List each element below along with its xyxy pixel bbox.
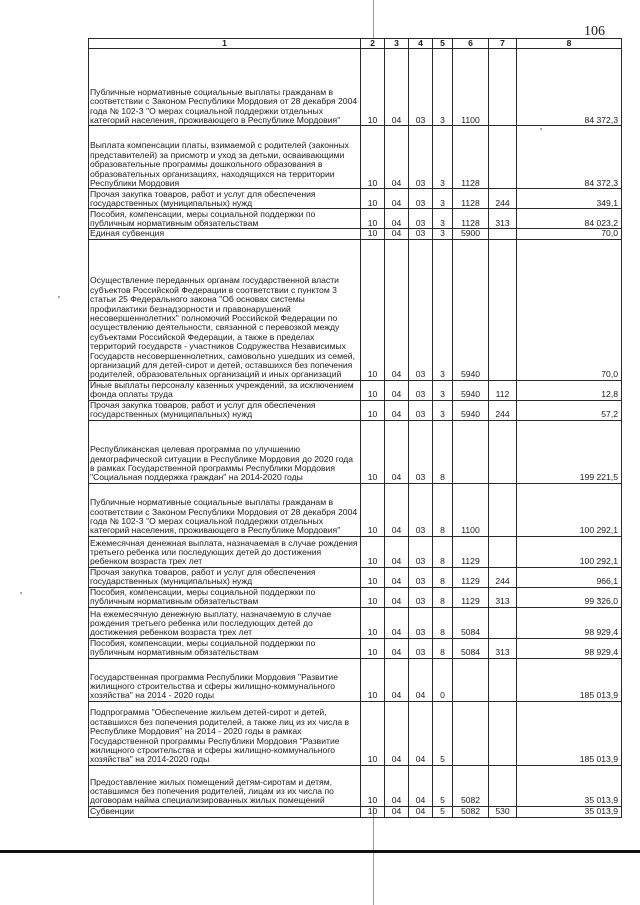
row-name-cell: Республиканская целевая программа по улучшению демографической ситуации в Республике Мордовия до 2020 года в рамках Государственной программы Республики Мордовия "Социальная поддержка граждан" на 2014-2020 годы xyxy=(89,420,361,483)
program-cell: 3 xyxy=(433,49,453,126)
subsection-cell: 03 xyxy=(409,380,433,400)
row-name-cell: Выплата компенсации платы, взимаемой с родителей (законных представителей) за присмотр и уход за детьми, осваивающими образовательные программы дошкольного образования в образовательных организациях, находящихся на территории Республики Мордовия xyxy=(89,126,361,189)
expense-type-cell: 112 xyxy=(489,380,517,400)
subsection-cell: 04 xyxy=(409,765,433,806)
column-header: 7 xyxy=(489,39,517,49)
section-cell: 04 xyxy=(385,587,409,607)
article-cell: 1129 xyxy=(453,567,489,587)
article-cell: 5940 xyxy=(453,239,489,380)
table-row xyxy=(89,701,622,765)
amount-cell: 35 013,9 xyxy=(517,806,622,817)
table-row xyxy=(89,49,622,126)
column-header: 1 xyxy=(89,39,361,49)
section-cell: 04 xyxy=(385,607,409,638)
table-row xyxy=(89,587,622,607)
program-cell: 8 xyxy=(433,587,453,607)
article-cell xyxy=(453,420,489,483)
section-cell: 04 xyxy=(385,380,409,400)
section-cell: 04 xyxy=(385,239,409,380)
cfsr-cell: 10 xyxy=(361,209,385,229)
cfsr-cell: 10 xyxy=(361,420,385,483)
subsection-cell: 04 xyxy=(409,806,433,817)
section-cell: 04 xyxy=(385,806,409,817)
subsection-cell: 03 xyxy=(409,638,433,658)
program-cell: 5 xyxy=(433,765,453,806)
amount-cell: 35 013,9 xyxy=(517,765,622,806)
subsection-cell: 03 xyxy=(409,189,433,209)
program-cell: 3 xyxy=(433,209,453,229)
row-name-cell: Осуществление переданных органам государственной власти субъектов Российской Федерации в соответствии с пунктом 3 статьи 25 Федерального закона "Об основах системы профилактики безнадзорности и правонарушений несовершеннолетних" полномочий Российской Федерации по осуществлению деятельности, связанной с перевозкой между субъектами Российской Федерации, а также в пределах территорий государств - участников Содружества Независимых Государств несовершеннолетних, самовольно ушедших из семей, организаций для детей-сирот и детей, оставшихся без попечения родителей, образовательных организаций и иных организаций xyxy=(89,239,361,380)
amount-cell: 100 292,1 xyxy=(517,483,622,536)
section-cell: 04 xyxy=(385,209,409,229)
page-number: 106 xyxy=(584,24,605,39)
expense-type-cell xyxy=(489,229,517,239)
table-header-row xyxy=(89,39,622,49)
amount-cell: 100 292,1 xyxy=(517,536,622,567)
row-name-cell: Государственная программа Республики Мордовия "Развитие жилищного строительства и сферы жилищно-коммунального хозяйства" на 2014 - 2020 годы xyxy=(89,658,361,701)
row-name-cell: Пособия, компенсации, меры социальной поддержки по публичным нормативным обязательствам xyxy=(89,209,361,229)
article-cell: 5082 xyxy=(453,806,489,817)
row-name-cell: Ежемесячная денежная выплата, назначаемая в случае рождения третьего ребенка или последующих детей до достижения ребенком возраста трех лет xyxy=(89,536,361,567)
section-cell: 04 xyxy=(385,567,409,587)
amount-cell: 12,8 xyxy=(517,380,622,400)
amount-cell: 185 013,9 xyxy=(517,701,622,765)
cfsr-cell: 10 xyxy=(361,536,385,567)
subsection-cell: 03 xyxy=(409,536,433,567)
section-cell: 04 xyxy=(385,400,409,420)
article-cell: 5940 xyxy=(453,400,489,420)
row-name-cell: Подпрограмма "Обеспечение жильем детей-сирот и детей, оставшихся без попечения родителей, а также лиц из их числа в Республике Мордовия" на 2014 - 2020 годы в рамках Государственной программы Республики Мордовия "Развитие жилищного строительства и сферы жилищно-коммунального хозяйства" на 2014-2020 годы xyxy=(89,701,361,765)
article-cell: 5900 xyxy=(453,229,489,239)
cfsr-cell: 10 xyxy=(361,765,385,806)
expense-type-cell: 244 xyxy=(489,189,517,209)
cfsr-cell: 10 xyxy=(361,380,385,400)
article-cell: 5084 xyxy=(453,607,489,638)
program-cell: 3 xyxy=(433,126,453,189)
amount-cell: 70,0 xyxy=(517,229,622,239)
article-cell: 5084 xyxy=(453,638,489,658)
program-cell: 3 xyxy=(433,229,453,239)
cfsr-cell: 10 xyxy=(361,587,385,607)
subsection-cell: 03 xyxy=(409,400,433,420)
subsection-cell: 04 xyxy=(409,701,433,765)
section-cell: 04 xyxy=(385,126,409,189)
table-row xyxy=(89,400,622,420)
table-row xyxy=(89,126,622,189)
column-header: 3 xyxy=(385,39,409,49)
article-cell: 1128 xyxy=(453,209,489,229)
subsection-cell: 03 xyxy=(409,607,433,638)
article-cell: 1100 xyxy=(453,49,489,126)
amount-cell: 84 023,2 xyxy=(517,209,622,229)
program-cell: 8 xyxy=(433,607,453,638)
row-name-cell: Прочая закупка товаров, работ и услуг для обеспечения государственных (муниципальных) нужд xyxy=(89,189,361,209)
scan-speck xyxy=(58,296,60,298)
program-cell: 8 xyxy=(433,567,453,587)
row-name-cell: Предоставление жилых помещений детям-сиротам и детям, оставшимся без попечения родителей, лицам из их числа по договорам найма специализированных жилых помещений xyxy=(89,765,361,806)
expense-type-cell xyxy=(489,126,517,189)
table-row xyxy=(89,765,622,806)
table-row xyxy=(89,806,622,817)
cfsr-cell: 10 xyxy=(361,658,385,701)
expense-type-cell: 244 xyxy=(489,567,517,587)
cfsr-cell: 10 xyxy=(361,483,385,536)
amount-cell: 70,0 xyxy=(517,239,622,380)
program-cell: 8 xyxy=(433,420,453,483)
article-cell: 1128 xyxy=(453,126,489,189)
cfsr-cell: 10 xyxy=(361,189,385,209)
column-header: 5 xyxy=(433,39,453,49)
row-name-cell: Публичные нормативные социальные выплаты гражданам в соответствии с Законом Республики Мордовия от 28 декабря 2004 года № 102-З "О мерах социальной поддержки отдельных категорий населения, проживающего в Республике Мордовия" xyxy=(89,49,361,126)
subsection-cell: 03 xyxy=(409,229,433,239)
table-row xyxy=(89,420,622,483)
column-header: 6 xyxy=(453,39,489,49)
article-cell: 1128 xyxy=(453,189,489,209)
table-row xyxy=(89,483,622,536)
table-row xyxy=(89,658,622,701)
expense-type-cell: 244 xyxy=(489,400,517,420)
expense-type-cell: 313 xyxy=(489,638,517,658)
program-cell: 3 xyxy=(433,239,453,380)
subsection-cell: 03 xyxy=(409,483,433,536)
program-cell: 8 xyxy=(433,536,453,567)
bottom-border-line xyxy=(0,850,640,853)
subsection-cell: 03 xyxy=(409,209,433,229)
cfsr-cell: 10 xyxy=(361,607,385,638)
table-row xyxy=(89,567,622,587)
cfsr-cell: 10 xyxy=(361,567,385,587)
amount-cell: 98 929,4 xyxy=(517,638,622,658)
program-cell: 3 xyxy=(433,380,453,400)
expense-type-cell: 313 xyxy=(489,209,517,229)
amount-cell: 99 326,0 xyxy=(517,587,622,607)
column-header: 8 xyxy=(517,39,622,49)
article-cell: 1100 xyxy=(453,483,489,536)
expense-type-cell xyxy=(489,765,517,806)
table-row xyxy=(89,209,622,229)
expense-type-cell xyxy=(489,420,517,483)
section-cell: 04 xyxy=(385,765,409,806)
column-header: 2 xyxy=(361,39,385,49)
table-row xyxy=(89,189,622,209)
article-cell: 5940 xyxy=(453,380,489,400)
program-cell: 3 xyxy=(433,400,453,420)
amount-cell: 57,2 xyxy=(517,400,622,420)
section-cell: 04 xyxy=(385,536,409,567)
cfsr-cell: 10 xyxy=(361,400,385,420)
section-cell: 04 xyxy=(385,483,409,536)
table-row xyxy=(89,229,622,239)
row-name-cell: Пособия, компенсации, меры социальной поддержки по публичным нормативным обязательствам xyxy=(89,587,361,607)
scan-fold-mark xyxy=(373,806,374,905)
section-cell: 04 xyxy=(385,420,409,483)
row-name-cell: Публичные нормативные социальные выплаты гражданам в соответствии с Законом Республики Мордовия от 28 декабря 2004 года № 102-З "О мерах социальной поддержки отдельных категорий населения, проживающего в Республике Мордовия" xyxy=(89,483,361,536)
row-name-cell: Прочая закупка товаров, работ и услуг для обеспечения государственных (муниципальных) нужд xyxy=(89,400,361,420)
table-row xyxy=(89,239,622,380)
row-name-cell: Субвенции xyxy=(89,806,361,817)
program-cell: 5 xyxy=(433,806,453,817)
row-name-cell: Прочая закупка товаров, работ и услуг для обеспечения государственных (муниципальных) нужд xyxy=(89,567,361,587)
row-name-cell: Иные выплаты персоналу казенных учреждений, за исключением фонда оплаты труда xyxy=(89,380,361,400)
cfsr-cell: 10 xyxy=(361,806,385,817)
scan-fold-mark xyxy=(373,0,374,38)
subsection-cell: 03 xyxy=(409,239,433,380)
program-cell: 3 xyxy=(433,189,453,209)
section-cell: 04 xyxy=(385,638,409,658)
section-cell: 04 xyxy=(385,658,409,701)
article-cell: 5082 xyxy=(453,765,489,806)
cfsr-cell: 10 xyxy=(361,239,385,380)
subsection-cell: 04 xyxy=(409,658,433,701)
subsection-cell: 03 xyxy=(409,587,433,607)
expense-type-cell xyxy=(489,49,517,126)
article-cell xyxy=(453,701,489,765)
article-cell: 1129 xyxy=(453,587,489,607)
program-cell: 8 xyxy=(433,483,453,536)
row-name-cell: Пособия, компенсации, меры социальной поддержки по публичным нормативным обязательствам xyxy=(89,638,361,658)
expense-type-cell: 530 xyxy=(489,806,517,817)
section-cell: 04 xyxy=(385,701,409,765)
program-cell: 8 xyxy=(433,638,453,658)
cfsr-cell: 10 xyxy=(361,701,385,765)
expense-type-cell xyxy=(489,701,517,765)
subsection-cell: 03 xyxy=(409,567,433,587)
amount-cell: 966,1 xyxy=(517,567,622,587)
article-cell xyxy=(453,658,489,701)
expense-type-cell xyxy=(489,658,517,701)
row-name-cell: На ежемесячную денежную выплату, назначаемую в случае рождения третьего ребенка или последующих детей до достижения ребенком возраста трех лет xyxy=(89,607,361,638)
cfsr-cell: 10 xyxy=(361,49,385,126)
amount-cell: 84 372,3 xyxy=(517,126,622,189)
subsection-cell: 03 xyxy=(409,49,433,126)
amount-cell: 84 372,3 xyxy=(517,49,622,126)
expense-type-cell xyxy=(489,483,517,536)
cfsr-cell: 10 xyxy=(361,229,385,239)
table-row xyxy=(89,536,622,567)
amount-cell: 98 929,4 xyxy=(517,607,622,638)
amount-cell: 199 221,5 xyxy=(517,420,622,483)
table-row xyxy=(89,607,622,638)
cfsr-cell: 10 xyxy=(361,638,385,658)
amount-cell: 185 013,9 xyxy=(517,658,622,701)
column-header: 4 xyxy=(409,39,433,49)
budget-table xyxy=(88,38,622,818)
article-cell: 1129 xyxy=(453,536,489,567)
table-row xyxy=(89,638,622,658)
program-cell: 0 xyxy=(433,658,453,701)
expense-type-cell xyxy=(489,536,517,567)
expense-type-cell: 313 xyxy=(489,587,517,607)
expense-type-cell xyxy=(489,239,517,380)
section-cell: 04 xyxy=(385,229,409,239)
section-cell: 04 xyxy=(385,49,409,126)
expense-type-cell xyxy=(489,607,517,638)
amount-cell: 349,1 xyxy=(517,189,622,209)
table-row xyxy=(89,380,622,400)
cfsr-cell: 10 xyxy=(361,126,385,189)
row-name-cell: Единая субвенция xyxy=(89,229,361,239)
program-cell: 5 xyxy=(433,701,453,765)
subsection-cell: 03 xyxy=(409,126,433,189)
subsection-cell: 03 xyxy=(409,420,433,483)
scan-speck xyxy=(20,592,22,594)
section-cell: 04 xyxy=(385,189,409,209)
